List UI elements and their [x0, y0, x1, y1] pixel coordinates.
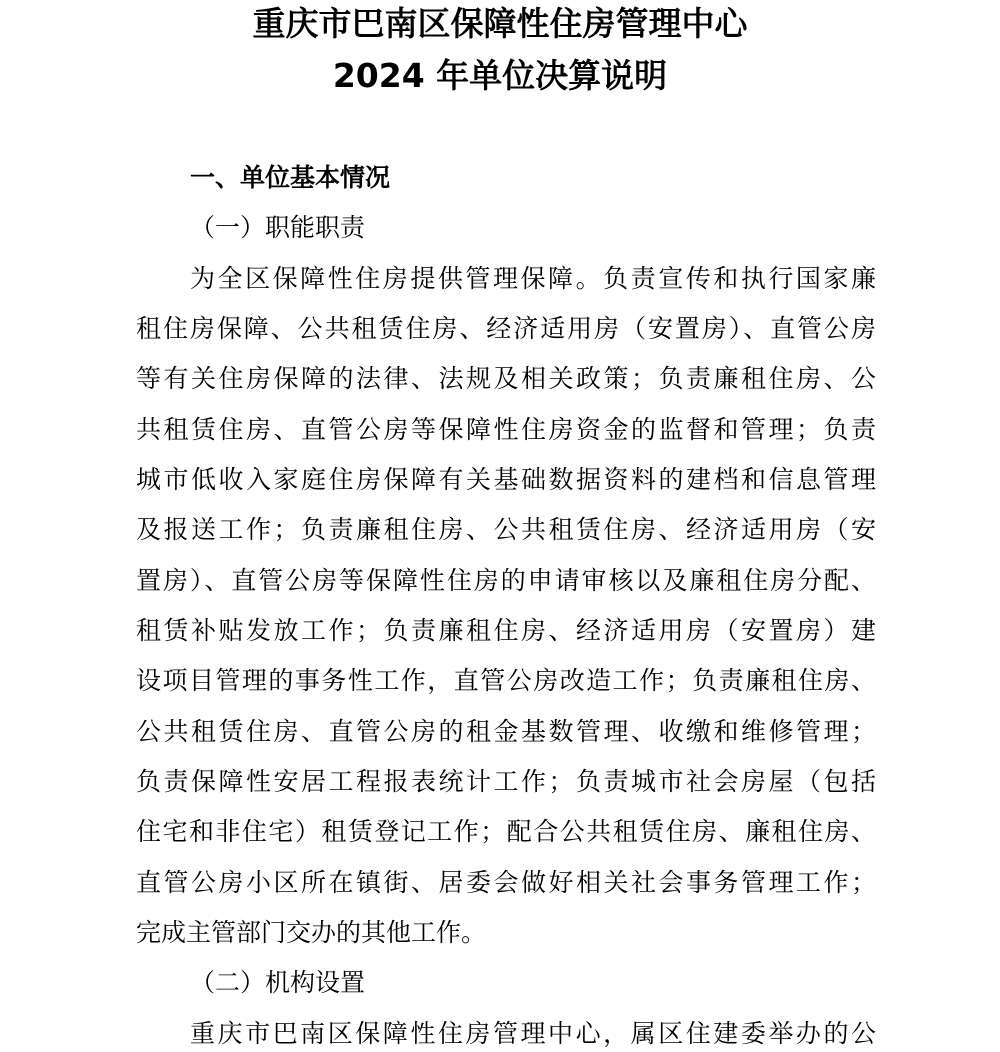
paragraph-line: 负责保障性安居工程报表统计工作；负责城市社会房屋（包括: [136, 767, 876, 796]
paragraph-line: 城市低收入家庭住房保障有关基础数据资料的建档和信息管理: [136, 465, 876, 494]
subsection-heading-functions: （一）职能职责: [190, 213, 366, 242]
document-subtitle: 2024 年单位决算说明: [332, 56, 668, 95]
subsection-heading-organization: （二）机构设置: [190, 968, 366, 997]
paragraph-line: 置房）、直管公房等保障性住房的申请审核以及廉租住房分配、: [136, 566, 876, 595]
paragraph-line: 完成主管部门交办的其他工作。: [136, 918, 487, 947]
paragraph-line: 租住房保障、公共租赁住房、经济适用房（安置房）、直管公房: [136, 314, 876, 343]
paragraph-line: 设项目管理的事务性工作，直管公房改造工作；负责廉租住房、: [136, 666, 876, 695]
paragraph-line: 直管公房小区所在镇街、居委会做好相关社会事务管理工作；: [136, 868, 876, 897]
paragraph-line: 租赁补贴发放工作；负责廉租住房、经济适用房（安置房）建: [136, 616, 876, 645]
paragraph-line: 公共租赁住房、直管公房的租金基数管理、收缴和维修管理；: [136, 717, 876, 746]
paragraph-line: 为全区保障性住房提供管理保障。负责宣传和执行国家廉: [190, 264, 876, 293]
paragraph-line: 住宅和非住宅）租赁登记工作；配合公共租赁住房、廉租住房、: [136, 817, 876, 846]
paragraph-line: 等有关住房保障的法律、法规及相关政策；负责廉租住房、公: [136, 364, 876, 393]
paragraph-line: 共租赁住房、直管公房等保障性住房资金的监督和管理；负责: [136, 415, 876, 444]
document-title: 重庆市巴南区保障性住房管理中心: [252, 4, 748, 43]
section-heading-basic-info: 一、单位基本情况: [190, 163, 391, 192]
paragraph-line: 及报送工作；负责廉租住房、公共租赁住房、经济适用房（安: [136, 515, 876, 544]
paragraph-line: 重庆市巴南区保障性住房管理中心，属区住建委举办的公: [190, 1019, 876, 1048]
